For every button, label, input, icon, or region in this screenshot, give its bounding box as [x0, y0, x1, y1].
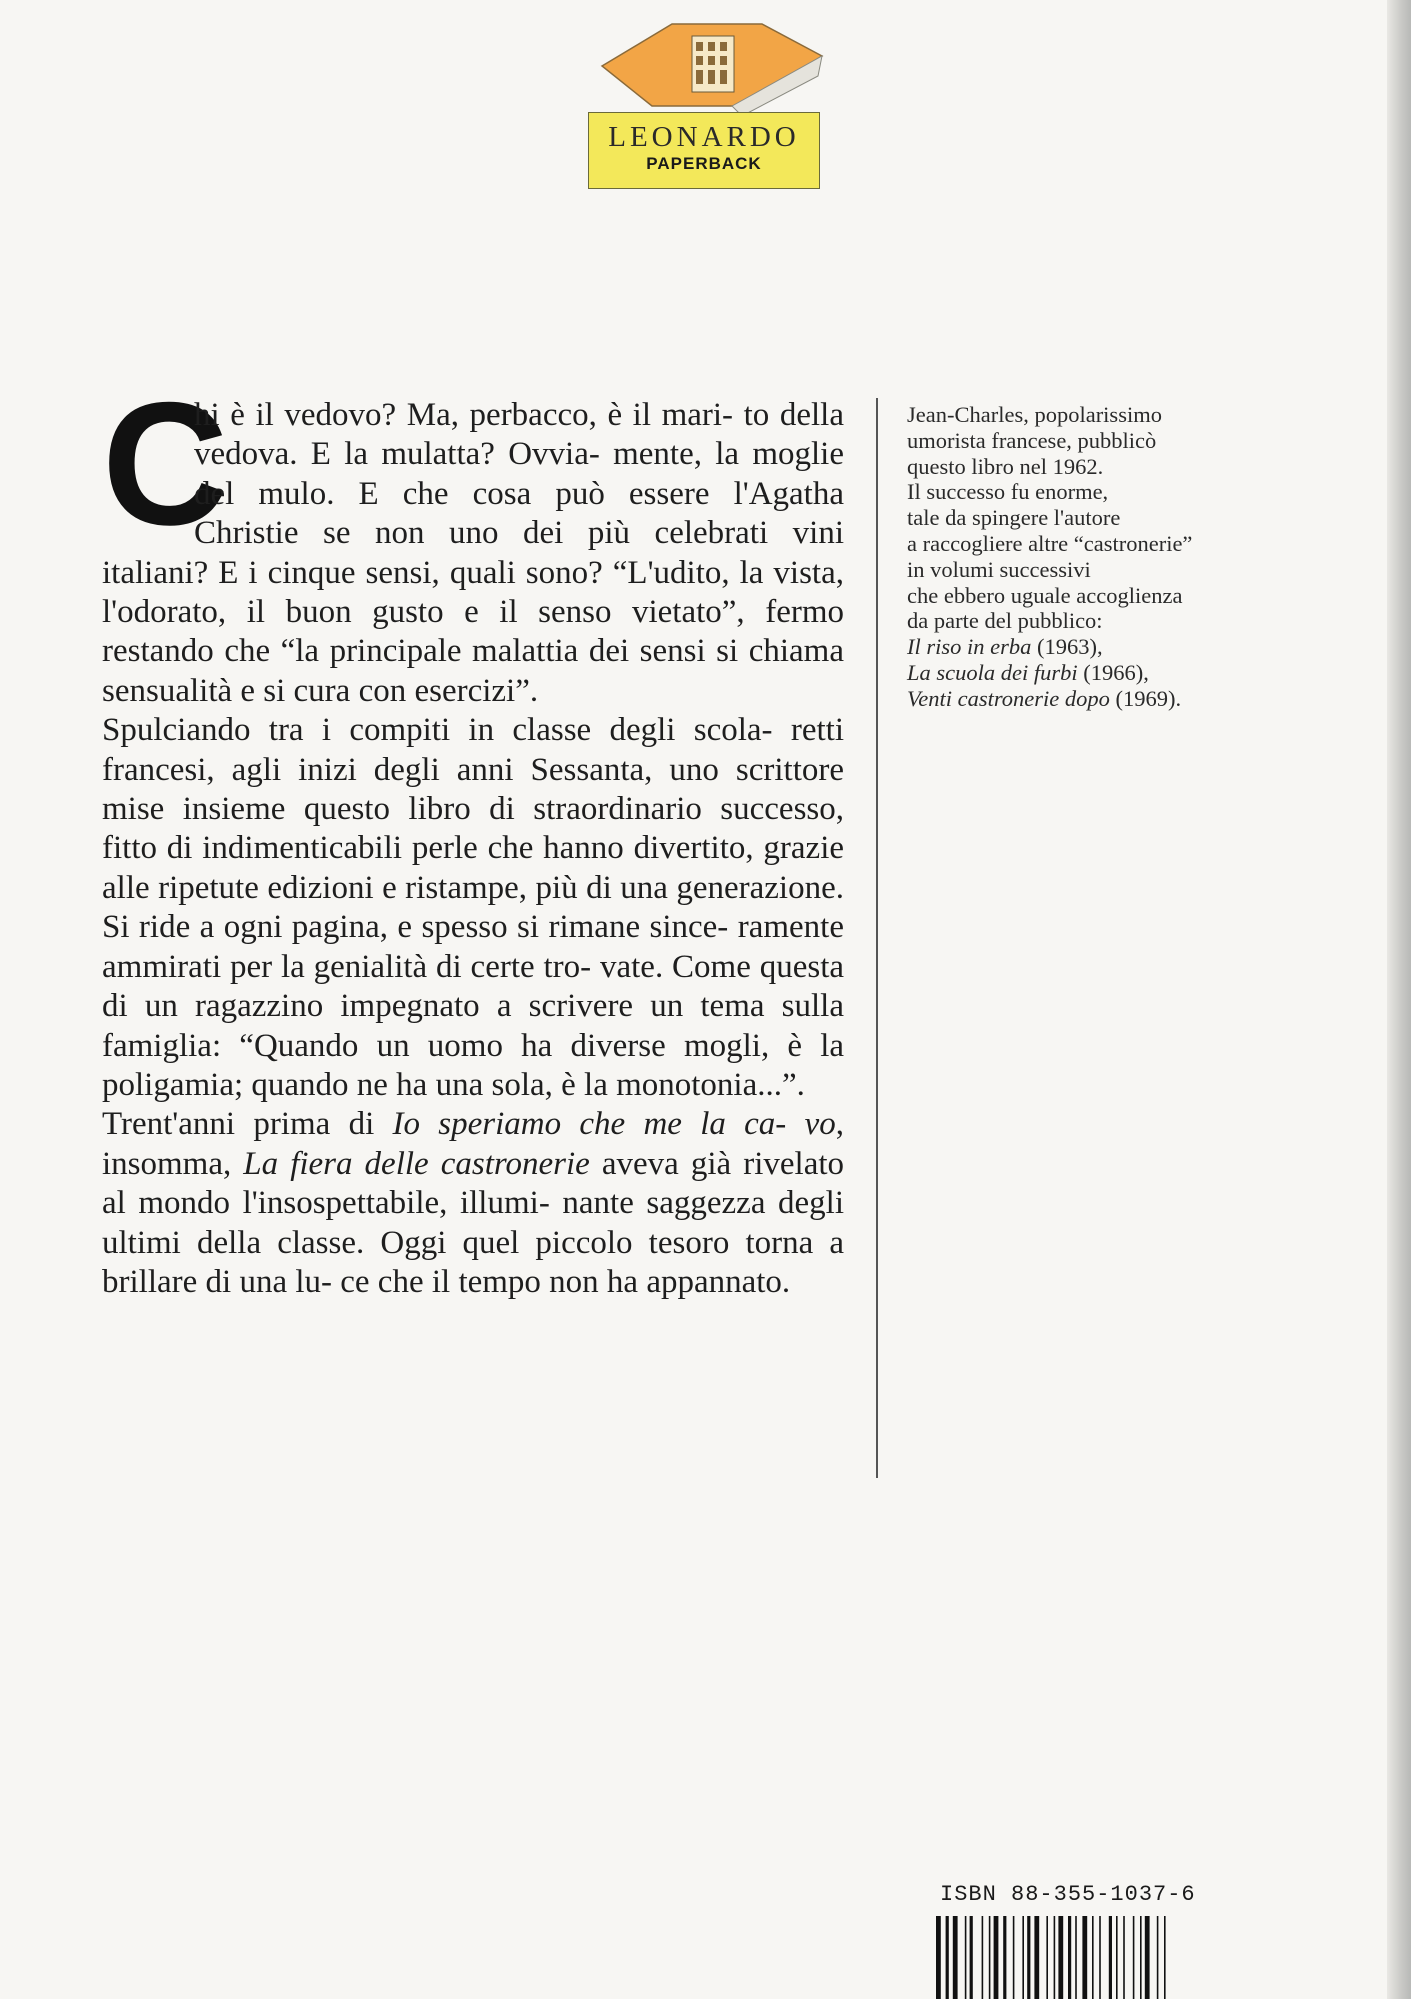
barcode-bar [965, 1916, 967, 1999]
blurb-line: Spulciando tra i compiti in classe degli scola- [102, 712, 773, 749]
barcode-bar [1164, 1916, 1166, 1999]
work-year: (1966), [1077, 659, 1149, 685]
publisher-logo [582, 16, 842, 176]
barcode-bar [1109, 1916, 1112, 1999]
barcode-bar [1034, 1916, 1039, 1999]
barcode-bar [1022, 1916, 1024, 1999]
barcode-bar [1013, 1916, 1015, 1999]
work-item [907, 686, 1327, 712]
barcode-bar [936, 1916, 941, 1999]
author-note-line: tale da spingere l'autore [907, 505, 1121, 531]
blurb-line: già rivelato al mondo l'insospettabile, illumi- [102, 1145, 845, 1222]
author-note-line: in volumi successivi [907, 556, 1091, 582]
blurb-line: straordinario successo, fitto di indimenticabili [102, 791, 845, 867]
drop-cap: C [102, 367, 229, 562]
blurb-text-run: , insomma, [102, 1106, 844, 1182]
barcode-bar [1082, 1916, 1087, 1999]
barcode-bar [994, 1916, 999, 1999]
blurb-text-run: Trent'anni prima di [102, 1106, 393, 1143]
author-note-line: questo libro nel 1962. [907, 453, 1104, 479]
barcode-bar [1123, 1916, 1125, 1999]
work-title: Il riso in erba [907, 634, 1032, 660]
barcode-bar [1058, 1916, 1063, 1999]
author-note-line: umorista francese, pubblicò [907, 427, 1157, 453]
barcode-bar [1068, 1916, 1071, 1999]
barcode-bar [970, 1916, 973, 1999]
work-title: La scuola dei furbi [907, 659, 1078, 685]
blurb-line: sensualità e si cura con esercizi”. [102, 672, 539, 709]
barcode-bar [1054, 1916, 1056, 1999]
author-note-line: a raccogliere altre “castronerie” [907, 530, 1193, 556]
blurb-line: edizioni e ristampe, più di una generazione. [267, 869, 844, 906]
work-item [907, 660, 1327, 686]
work-item [907, 634, 1327, 660]
barcode-bar [1133, 1916, 1135, 1999]
barcode-bar [989, 1916, 991, 1999]
barcode-bar [1075, 1916, 1077, 1999]
book-title-reference: Io speriamo che me la ca- [392, 1106, 787, 1143]
blurb-text-run: aveva [589, 1145, 679, 1182]
author-note-line: Il successo fu enorme, [907, 479, 1109, 505]
work-year: (1969). [1109, 685, 1182, 711]
barcode-bar [946, 1916, 949, 1999]
blurb-line: che “la principale malattia dei sensi si chiama [224, 633, 844, 670]
blurb-line: quando ne ha una sola, è la monotonia...”. [251, 1066, 805, 1103]
blurb-line: to della vedova. E la mulatta? Ovvia- [194, 397, 844, 473]
barcode-bar [1157, 1916, 1159, 1999]
blurb-line: può essere l'Agatha Christie se non uno dei [194, 475, 845, 552]
blurb-text [102, 367, 845, 1302]
isbn-label: ISBN 88-355-1037-6 [940, 1882, 1196, 1907]
blurb-line: un uomo ha diverse mogli, è la poligamia; [102, 1027, 845, 1103]
author-note-line: da parte del pubblico: [907, 608, 1103, 634]
barcode-bar [1092, 1916, 1094, 1999]
page-edge [1387, 0, 1411, 1999]
column-divider [876, 398, 878, 1478]
blurb-line: quali sono? “L'udito, la vista, l'odorato, il [102, 554, 845, 631]
blurb-line: Si ride a ogni pagina, e spesso si rimane since- [102, 909, 729, 946]
work-title: Venti castronerie dopo [907, 685, 1110, 711]
book-title: La fiera delle castronerie [243, 1145, 590, 1182]
blurb-line: mente, la moglie del mulo. E che cosa [194, 436, 844, 512]
blurb-line: più celebrati vini italiani? E i cinque sensi, [102, 515, 844, 591]
logo-building-icon [582, 16, 842, 126]
barcode-bar [1116, 1916, 1118, 1999]
blurb-line: a scrivere un tema sulla famiglia: “Quando [102, 988, 844, 1064]
author-note-line: che ebbero uguale accoglienza [907, 582, 1183, 608]
blurb-line: uno scrittore mise insieme questo libro di [102, 751, 845, 828]
barcode-bar [982, 1916, 984, 1999]
blurb-line: ce che il tempo non ha appannato. [340, 1263, 791, 1300]
logo-label-box [588, 112, 820, 189]
blurb-line: buon gusto e il senso vietato”, fermo restando [102, 594, 844, 670]
logo-name: LEONARDO [608, 121, 800, 153]
barcode-bar [1046, 1916, 1048, 1999]
barcode-bar [1003, 1916, 1006, 1999]
barcode-bar [1140, 1916, 1142, 1999]
barcode [932, 1916, 1202, 1999]
blurb-line: perle che hanno divertito, grazie alle ripetute [102, 830, 845, 906]
blurb-line: nante saggezza degli ultimi della classe. Oggi [102, 1185, 845, 1261]
book-title-reference: vo [804, 1106, 836, 1143]
blurb-line: quel piccolo tesoro torna a brillare di una lu- [102, 1224, 845, 1300]
work-year: (1963), [1031, 634, 1103, 660]
blurb-line: hi è il vedovo? Ma, perbacco, è il mari- [194, 397, 734, 433]
blurb-line: retti francesi, agli inizi degli anni Sessanta, [102, 712, 844, 788]
author-note [907, 402, 1327, 712]
logo-subtitle: PAPERBACK [646, 154, 762, 173]
blurb-line: ramente ammirati per la genialità di certe tro- [102, 909, 845, 985]
barcode-bar [1145, 1916, 1150, 1999]
author-note-line: Jean-Charles, popolarissimo [907, 402, 1162, 427]
blurb-line: vate. Come questa di un ragazzino impegnato [102, 948, 845, 1025]
barcode-bar [953, 1916, 958, 1999]
barcode-bar [1099, 1916, 1101, 1999]
barcode-bar [1027, 1916, 1030, 1999]
